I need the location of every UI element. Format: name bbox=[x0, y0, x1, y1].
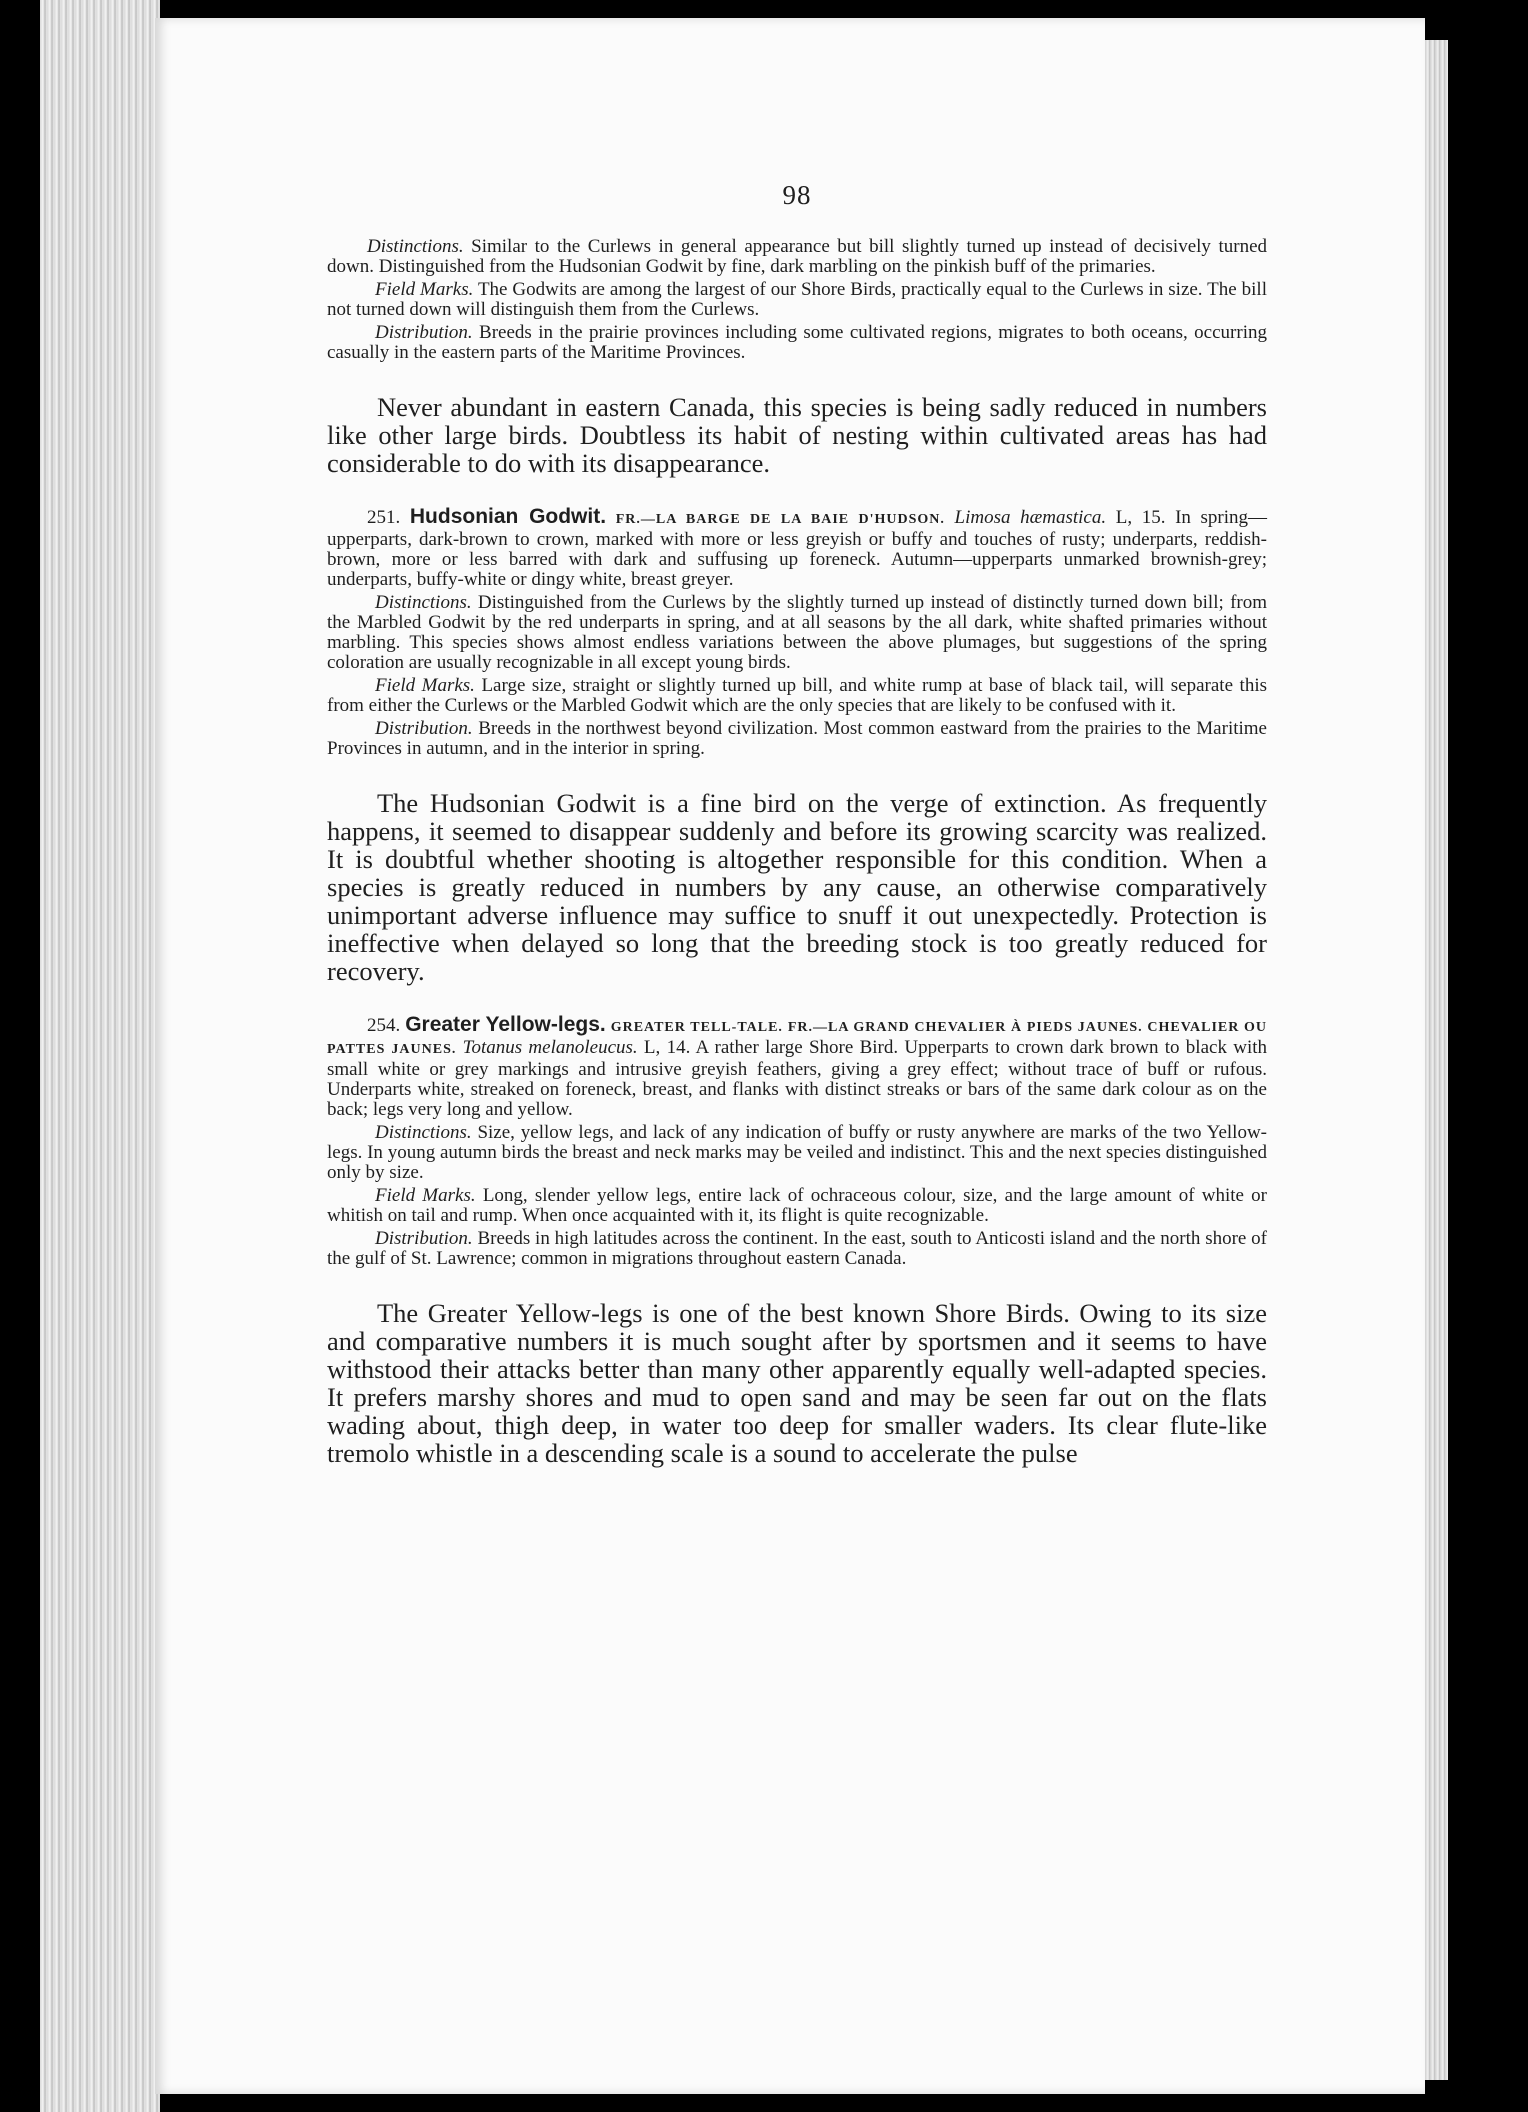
greater-yellowlegs-entry bbox=[327, 1015, 1267, 1269]
yellowlegs-distinctions bbox=[327, 1123, 1267, 1183]
field-marks-text: Large size, straight or slightly turned up bill, and white rump at base of black tail, will separate this from either the Curlews or the Marbled Godwit which are the only species that are likely to be confused with it. bbox=[327, 675, 1267, 716]
yellowlegs-field-marks bbox=[327, 1186, 1267, 1226]
field-marks-text: The Godwits are among the largest of our Shore Birds, practically equal to the Curlews in size. The bill not turned down will distinguish them from the Curlews. bbox=[327, 279, 1267, 320]
french-name: FR.—LA BARGE DE LA BAIE D'HUDSON. bbox=[615, 512, 945, 527]
common-alt-name: GREATER TELL-TALE. bbox=[610, 1020, 783, 1035]
marbled-godwit-commentary: Never abundant in eastern Canada, this species is being sadly reduced in numbers like other large birds. Doubtless its habit of nesting within cultivated areas has had considerable to do with its disappearance. bbox=[327, 392, 1267, 478]
page-number: 98 bbox=[782, 180, 812, 210]
distinctions-text: Distinguished from the Curlews by the slightly turned up instead of distinctly turned down bill; from the Marbled Godwit by the red underparts in spring, and at all seasons by the all dark, white shafted primaries without marbling. This species shows almost endless variations between the above plumages, but suggestions of the spring coloration are usually recognizable in all except young birds. bbox=[327, 592, 1267, 673]
species-number: 254. bbox=[367, 1015, 401, 1036]
distribution-label: Distribution. bbox=[375, 322, 473, 343]
page-content bbox=[327, 180, 1267, 1497]
distribution-text: Breeds in high latitudes across the continent. In the east, south to Anticosti island and the north shore of the gulf of St. Lawrence; common in migrations throughout eastern Canada. bbox=[327, 1228, 1267, 1269]
distinctions-text: Size, yellow legs, and lack of any indication of buffy or rusty anywhere are marks of the two Yellow-legs. In young autumn birds the breast and neck marks may be veiled and indistinct. This and the next species distinguished only by size. bbox=[327, 1122, 1267, 1183]
distribution-label: Distribution. bbox=[375, 718, 473, 739]
marbled-field-marks bbox=[327, 280, 1267, 320]
yellowlegs-header bbox=[327, 1015, 1267, 1120]
species-number: 251. bbox=[367, 507, 401, 528]
latin-name: Totanus melanoleucus. bbox=[462, 1037, 638, 1058]
latin-name: Limosa hæmastica. bbox=[954, 507, 1107, 528]
distinctions-text: Similar to the Curlews in general appearance but bill slightly turned up instead of decisively turned down. Distinguished from the Hudsonian Godwit by fine, dark marbling on the pinkish buff of the primaries. bbox=[327, 236, 1267, 277]
distinctions-label: Distinctions. bbox=[375, 1122, 472, 1143]
distribution-label: Distribution. bbox=[375, 1228, 473, 1249]
field-marks-label: Field Marks. bbox=[375, 1185, 476, 1206]
page-edges-left bbox=[40, 0, 160, 2112]
marbled-distribution bbox=[327, 323, 1267, 363]
field-marks-text: Long, slender yellow legs, entire lack of ochraceous colour, size, and the large amount of white or whitish on tail and rump. When once acquainted with it, its flight is quite recognizable. bbox=[327, 1185, 1267, 1226]
species-description: L, 15. In spring—upperparts, dark-brown to crown, marked with more or less greyish or buffy and touches of rusty; underparts, reddish-brown, more or less barred with dark and suffusing up foreneck. Autumn—upperparts unmarked brownish-grey; underparts, buffy-white or dingy white, breast greyer. bbox=[327, 507, 1268, 590]
distinctions-label: Distinctions. bbox=[375, 592, 472, 613]
species-description: L, 14. A rather large Shore Bird. Upperparts to crown dark brown to black with small white or grey markings and intrusive greyish feathers, giving a grey effect; without trace of buff or rufous. Underparts white, streaked on foreneck, breast, and flanks with distinct streaks or bars of the same dark colour as on the back; legs very long and yellow. bbox=[327, 1037, 1268, 1120]
distinctions-label: Distinctions. bbox=[367, 236, 464, 257]
distribution-text: Breeds in the prairie provinces including some cultivated regions, migrates to both oceans, occurring casually in the eastern parts of the Maritime Provinces. bbox=[327, 322, 1267, 363]
yellowlegs-distribution bbox=[327, 1229, 1267, 1269]
marbled-distinctions bbox=[327, 237, 1267, 277]
hudsonian-godwit-commentary: The Hudsonian Godwit is a fine bird on the verge of extinction. As frequently happens, it seemed to disappear suddenly and before its growing scarcity was realized. It is doubtful whether shooting is altogether responsible for this condition. When a species is greatly reduced in numbers by any cause, an otherwise comparatively unimportant adverse influence may suffice to snuff it out unexpectedly. Protection is ineffective when delayed so long that the breeding stock is too greatly reduced for recovery. bbox=[327, 788, 1267, 986]
greater-yellowlegs-commentary: The Greater Yellow-legs is one of the best known Shore Birds. Owing to its size and comparative numbers it is much sought after by sportsmen and it seems to have withstood their attacks better than many other apparently equally well-adapted species. It prefers marshy shores and mud to open sand and may be seen far out on the flats wading about, thigh deep, in water too deep for smaller waders. Its clear flute-like tremolo whistle in a descending scale is a sound to accelerate the pulse bbox=[327, 1298, 1267, 1468]
species-name: Hudsonian Godwit. bbox=[409, 505, 607, 528]
field-marks-label: Field Marks. bbox=[375, 675, 475, 696]
field-marks-label: Field Marks. bbox=[375, 279, 474, 300]
french-name: FR.—LA GRAND CHEVALIER À PIEDS JAUNES. CHEVALIER OU PATTES JAUNES. bbox=[327, 1020, 1268, 1057]
species-name: Greater Yellow-legs. bbox=[405, 1013, 606, 1036]
hudsonian-distinctions bbox=[327, 593, 1267, 673]
hudsonian-header bbox=[327, 507, 1267, 590]
hudsonian-godwit-entry bbox=[327, 507, 1267, 759]
distribution-text: Breeds in the northwest beyond civilization. Most common eastward from the prairies to the Maritime Provinces in autumn, and in the interior in spring. bbox=[327, 718, 1267, 759]
hudsonian-field-marks bbox=[327, 676, 1267, 716]
marbled-godwit-entry bbox=[327, 237, 1267, 363]
hudsonian-distribution bbox=[327, 719, 1267, 759]
